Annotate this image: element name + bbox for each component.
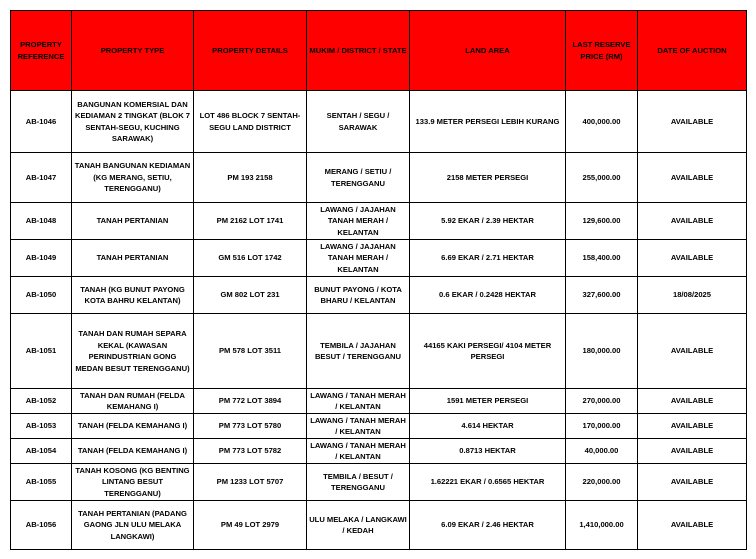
- header-property-reference: PROPERTY REFERENCE: [11, 11, 72, 91]
- cell-property-reference: AB-1050: [11, 277, 72, 314]
- cell-mukim-district-state: LAWANG / TANAH MERAH / KELANTAN: [307, 389, 410, 414]
- cell-mukim-district-state: BUNUT PAYONG / KOTA BHARU / KELANTAN: [307, 277, 410, 314]
- cell-last-reserve-price: 220,000.00: [566, 464, 638, 501]
- property-auction-table: [10, 10, 747, 550]
- cell-property-details: PM 2162 LOT 1741: [194, 203, 307, 240]
- cell-property-type: TANAH PERTANIAN (PADANG GAONG JLN ULU MELAKA LANGKAWI): [72, 501, 194, 550]
- cell-land-area: 6.69 EKAR / 2.71 HEKTAR: [410, 240, 566, 277]
- cell-date-of-auction: AVAILABLE: [638, 203, 747, 240]
- table-row: [11, 153, 747, 203]
- header-date-of-auction: DATE OF AUCTION: [638, 11, 747, 91]
- cell-land-area: 5.92 EKAR / 2.39 HEKTAR: [410, 203, 566, 240]
- cell-date-of-auction: 18/08/2025: [638, 277, 747, 314]
- header-land-area: LAND AREA: [410, 11, 566, 91]
- cell-property-reference: AB-1052: [11, 389, 72, 414]
- table-row: [11, 240, 747, 277]
- cell-land-area: 6.09 EKAR / 2.46 HEKTAR: [410, 501, 566, 550]
- header-property-type: PROPERTY TYPE: [72, 11, 194, 91]
- table-row: [11, 439, 747, 464]
- table-row: [11, 389, 747, 414]
- cell-date-of-auction: AVAILABLE: [638, 501, 747, 550]
- cell-land-area: 1.62221 EKAR / 0.6565 HEKTAR: [410, 464, 566, 501]
- cell-property-type: TANAH PERTANIAN: [72, 240, 194, 277]
- cell-property-reference: AB-1048: [11, 203, 72, 240]
- table-row: [11, 314, 747, 389]
- cell-mukim-district-state: TEMBILA / BESUT / TERENGGANU: [307, 464, 410, 501]
- table-row: [11, 414, 747, 439]
- table-row: [11, 277, 747, 314]
- cell-mukim-district-state: TEMBILA / JAJAHAN BESUT / TERENGGANU: [307, 314, 410, 389]
- cell-property-type: TANAH (FELDA KEMAHANG I): [72, 414, 194, 439]
- header-mukim-district-state: MUKIM / DISTRICT / STATE: [307, 11, 410, 91]
- cell-property-reference: AB-1046: [11, 91, 72, 153]
- cell-property-reference: AB-1049: [11, 240, 72, 277]
- cell-last-reserve-price: 327,600.00: [566, 277, 638, 314]
- cell-last-reserve-price: 180,000.00: [566, 314, 638, 389]
- cell-land-area: 4.614 HEKTAR: [410, 414, 566, 439]
- cell-last-reserve-price: 40,000.00: [566, 439, 638, 464]
- cell-mukim-district-state: LAWANG / TANAH MERAH / KELANTAN: [307, 439, 410, 464]
- cell-land-area: 133.9 METER PERSEGI LEBIH KURANG: [410, 91, 566, 153]
- cell-property-details: PM 193 2158: [194, 153, 307, 203]
- cell-property-details: PM 49 LOT 2979: [194, 501, 307, 550]
- cell-date-of-auction: AVAILABLE: [638, 91, 747, 153]
- cell-land-area: 1591 METER PERSEGI: [410, 389, 566, 414]
- cell-last-reserve-price: 170,000.00: [566, 414, 638, 439]
- cell-property-details: PM 773 LOT 5780: [194, 414, 307, 439]
- cell-property-type: TANAH PERTANIAN: [72, 203, 194, 240]
- cell-property-type: TANAH KOSONG (KG BENTING LINTANG BESUT TERENGGANU): [72, 464, 194, 501]
- cell-property-type: BANGUNAN KOMERSIAL DAN KEDIAMAN 2 TINGKAT (BLOK 7 SENTAH-SEGU, KUCHING SARAWAK): [72, 91, 194, 153]
- table-row: [11, 501, 747, 550]
- cell-property-type: TANAH DAN RUMAH SEPARA KEKAL (KAWASAN PERINDUSTRIAN GONG MEDAN BESUT TERENGGANU): [72, 314, 194, 389]
- cell-property-details: PM 578 LOT 3511: [194, 314, 307, 389]
- cell-property-type: TANAH DAN RUMAH (FELDA KEMAHANG I): [72, 389, 194, 414]
- cell-property-type: TANAH BANGUNAN KEDIAMAN (KG MERANG, SETIU, TERENGGANU): [72, 153, 194, 203]
- cell-property-details: GM 802 LOT 231: [194, 277, 307, 314]
- cell-land-area: 0.6 EKAR / 0.2428 HEKTAR: [410, 277, 566, 314]
- table-body: [11, 91, 747, 550]
- cell-mukim-district-state: LAWANG / JAJAHAN TANAH MERAH / KELANTAN: [307, 240, 410, 277]
- header-last-reserve-price: LAST RESERVE PRICE (RM): [566, 11, 638, 91]
- cell-property-reference: AB-1055: [11, 464, 72, 501]
- cell-last-reserve-price: 1,410,000.00: [566, 501, 638, 550]
- cell-last-reserve-price: 255,000.00: [566, 153, 638, 203]
- cell-property-reference: AB-1056: [11, 501, 72, 550]
- cell-mukim-district-state: MERANG / SETIU / TERENGGANU: [307, 153, 410, 203]
- cell-land-area: 44165 KAKI PERSEGI/ 4104 METER PERSEGI: [410, 314, 566, 389]
- cell-date-of-auction: AVAILABLE: [638, 439, 747, 464]
- cell-date-of-auction: AVAILABLE: [638, 153, 747, 203]
- cell-mukim-district-state: LAWANG / TANAH MERAH / KELANTAN: [307, 414, 410, 439]
- cell-property-details: PM 1233 LOT 5707: [194, 464, 307, 501]
- cell-property-reference: AB-1051: [11, 314, 72, 389]
- cell-mukim-district-state: ULU MELAKA / LANGKAWI / KEDAH: [307, 501, 410, 550]
- table-row: [11, 203, 747, 240]
- cell-date-of-auction: AVAILABLE: [638, 389, 747, 414]
- cell-mukim-district-state: SENTAH / SEGU / SARAWAK: [307, 91, 410, 153]
- cell-last-reserve-price: 129,600.00: [566, 203, 638, 240]
- cell-date-of-auction: AVAILABLE: [638, 464, 747, 501]
- cell-property-reference: AB-1053: [11, 414, 72, 439]
- cell-property-type: TANAH (FELDA KEMAHANG I): [72, 439, 194, 464]
- cell-date-of-auction: AVAILABLE: [638, 314, 747, 389]
- cell-land-area: 2158 METER PERSEGI: [410, 153, 566, 203]
- cell-land-area: 0.8713 HEKTAR: [410, 439, 566, 464]
- cell-last-reserve-price: 270,000.00: [566, 389, 638, 414]
- cell-last-reserve-price: 400,000.00: [566, 91, 638, 153]
- cell-property-details: PM 772 LOT 3894: [194, 389, 307, 414]
- table-row: [11, 464, 747, 501]
- cell-property-type: TANAH (KG BUNUT PAYONG KOTA BAHRU KELANTAN): [72, 277, 194, 314]
- cell-property-details: GM 516 LOT 1742: [194, 240, 307, 277]
- cell-property-details: LOT 486 BLOCK 7 SENTAH-SEGU LAND DISTRICT: [194, 91, 307, 153]
- cell-mukim-district-state: LAWANG / JAJAHAN TANAH MERAH / KELANTAN: [307, 203, 410, 240]
- cell-last-reserve-price: 158,400.00: [566, 240, 638, 277]
- header-property-details: PROPERTY DETAILS: [194, 11, 307, 91]
- table-row: [11, 91, 747, 153]
- cell-date-of-auction: AVAILABLE: [638, 414, 747, 439]
- cell-property-reference: AB-1047: [11, 153, 72, 203]
- cell-property-reference: AB-1054: [11, 439, 72, 464]
- cell-property-details: PM 773 LOT 5782: [194, 439, 307, 464]
- header-row: [11, 11, 747, 91]
- table-header: [11, 11, 747, 91]
- cell-date-of-auction: AVAILABLE: [638, 240, 747, 277]
